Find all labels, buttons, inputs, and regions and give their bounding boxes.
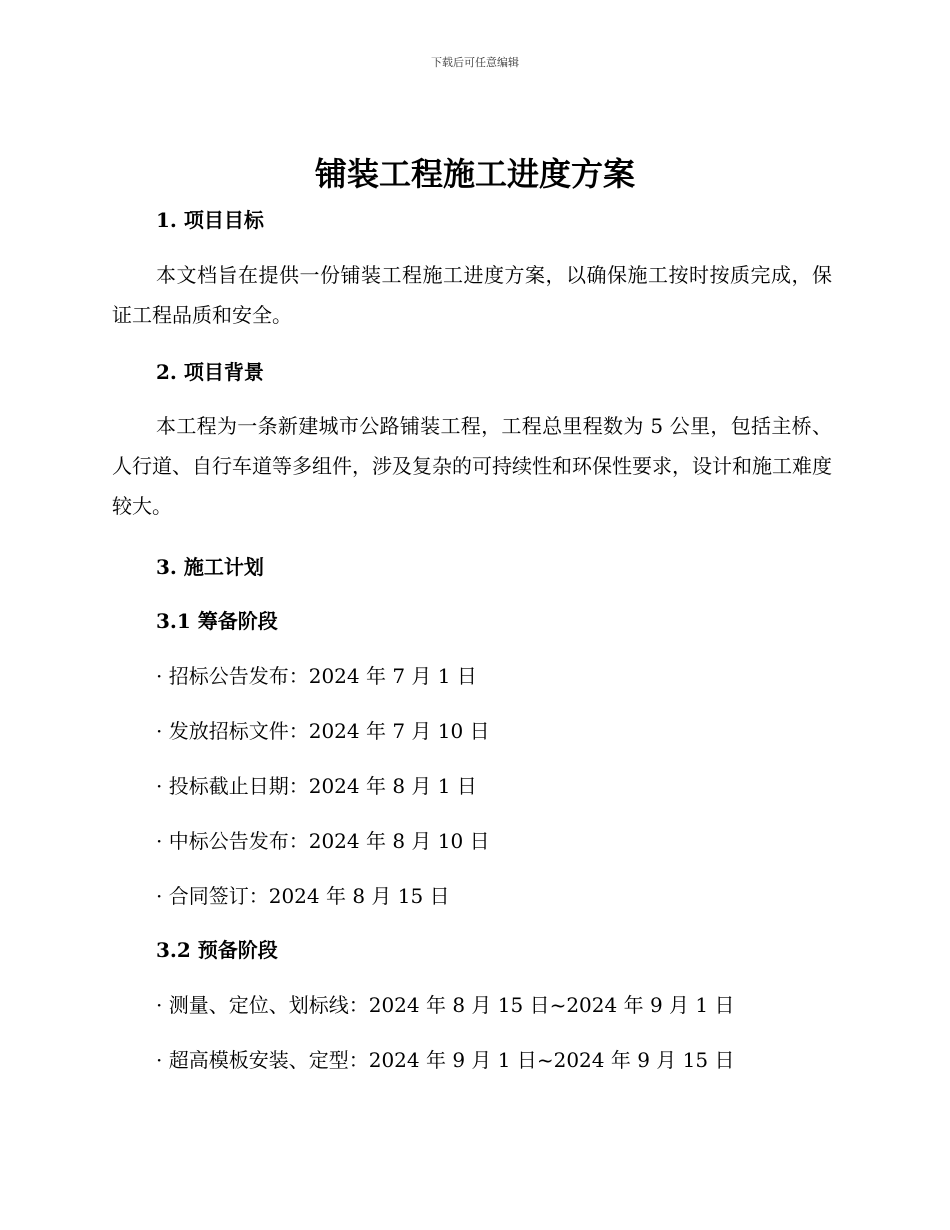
section-1-paragraph: 本文档旨在提供一份铺装工程施工进度方案，以确保施工按时按质完成，保证工程品质和安全。	[112, 263, 832, 327]
list-item: · 合同签订：2024 年 8 月 15 日	[156, 884, 450, 908]
section-1-heading: 1. 项目目标	[156, 208, 264, 232]
list-item: · 超高模板安装、定型：2024 年 9 月 1 日~2024 年 9 月 15 日	[156, 1048, 735, 1072]
document-title: 铺装工程施工进度方案	[314, 155, 635, 193]
section-2-paragraph: 本工程为一条新建城市公路铺装工程，工程总里程数为 5 公里，包括主桥、人行道、自行车道等多组件，涉及复杂的可持续性和环保性要求，设计和施工难度较大。	[112, 414, 832, 518]
list-item: · 中标公告发布：2024 年 8 月 10 日	[156, 829, 490, 853]
section-3-2-heading: 3.2 预备阶段	[156, 938, 278, 962]
section-3-heading: 3. 施工计划	[156, 555, 264, 579]
list-item: · 发放招标文件：2024 年 7 月 10 日	[156, 719, 490, 743]
header-note: 下载后可任意编辑	[431, 56, 519, 69]
section-3-1-heading: 3.1 筹备阶段	[156, 609, 278, 633]
list-item: · 招标公告发布：2024 年 7 月 1 日	[156, 664, 477, 688]
section-2-heading: 2. 项目背景	[156, 360, 264, 384]
list-item: · 投标截止日期：2024 年 8 月 1 日	[156, 774, 477, 798]
list-item: · 测量、定位、划标线：2024 年 8 月 15 日~2024 年 9 月 1 日	[156, 993, 735, 1017]
